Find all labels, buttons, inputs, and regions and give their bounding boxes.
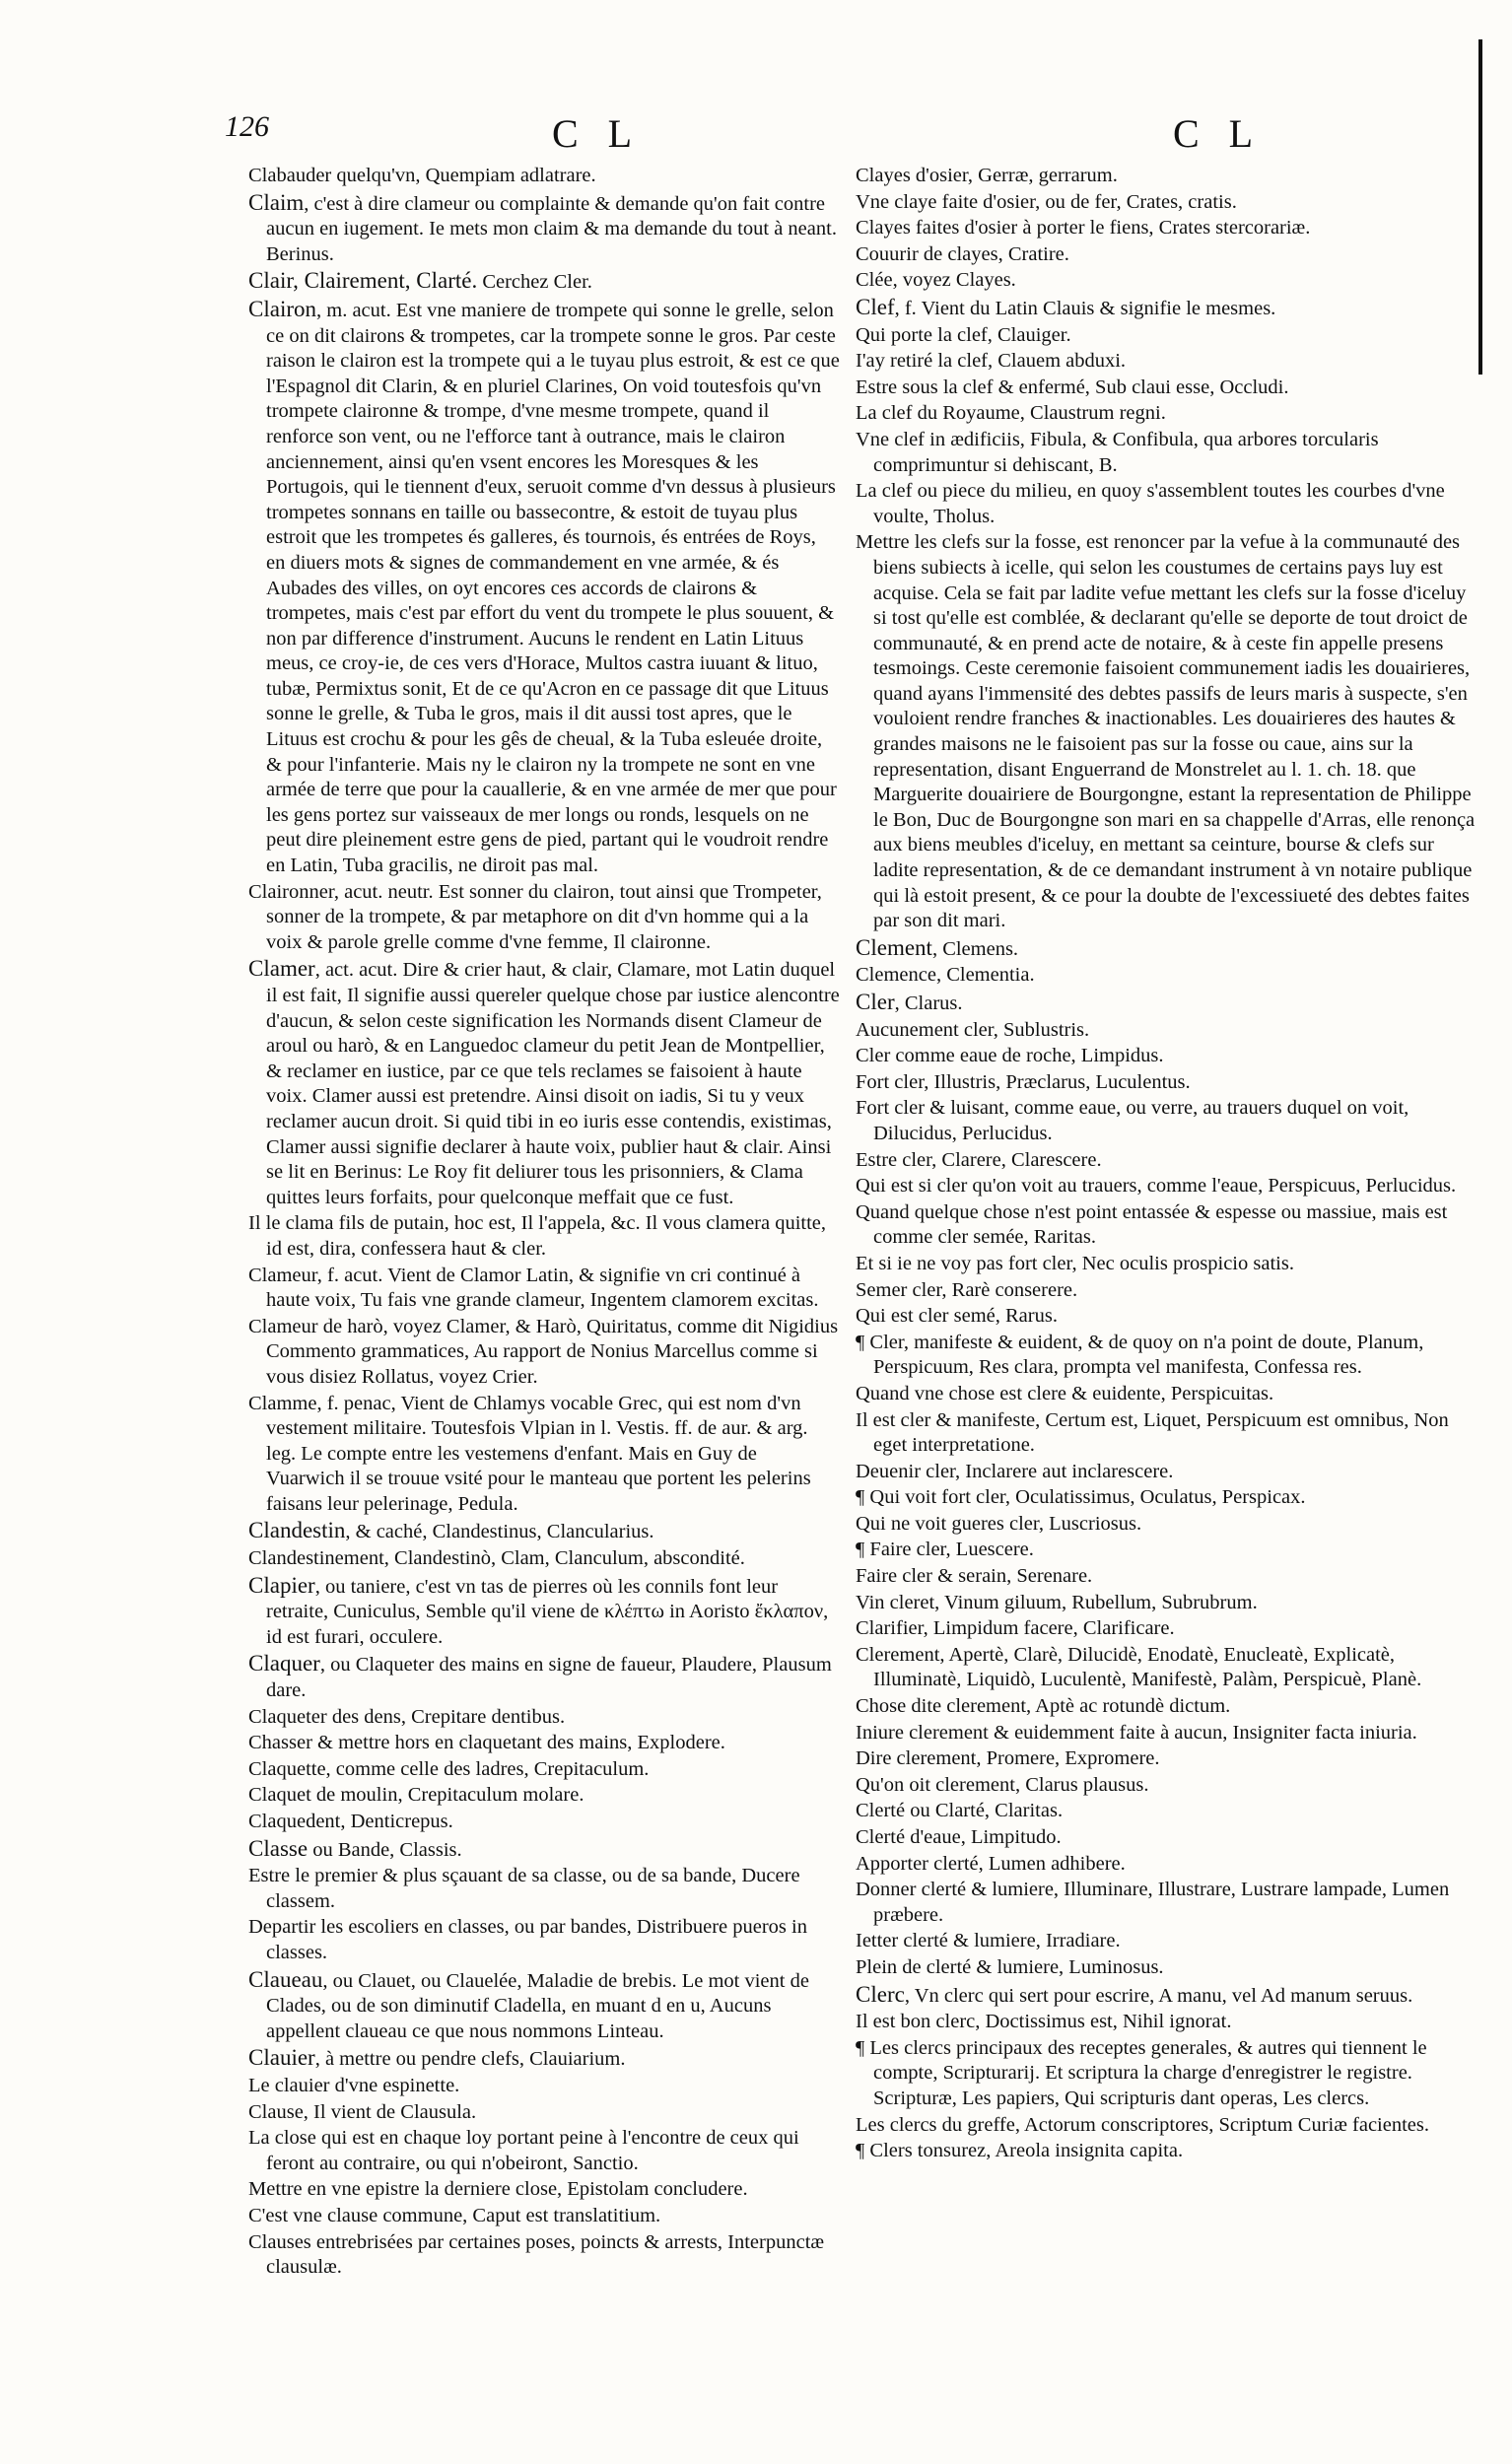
entry-text: , Clemens. bbox=[931, 937, 1019, 960]
dictionary-entry bbox=[856, 164, 1480, 189]
entry-text: Qui porte la clef, Clauiger. bbox=[856, 323, 1071, 346]
dictionary-entry bbox=[248, 2074, 840, 2099]
dictionary-entry bbox=[856, 1852, 1480, 1878]
dictionary-entry bbox=[856, 1773, 1480, 1799]
entry-text: Qui est cler semé, Rarus. bbox=[856, 1305, 1058, 1328]
dictionary-entry bbox=[248, 297, 840, 879]
entry-headword: Classe bbox=[248, 1835, 309, 1861]
entry-headword: Clef bbox=[856, 294, 895, 319]
entry-text: Clarifier, Limpidum facere, Clarificare. bbox=[856, 1617, 1175, 1640]
entry-text: Clameur, f. acut. Vient de Clamor Latin, & signifie vn cri continué à haute voix, Tu fais vne grande clameur, Ingentem clamorem excitas. bbox=[248, 1264, 819, 1312]
entry-text: ¶ Qui voit fort cler, Oculatissimus, Oculatus, Perspicax. bbox=[856, 1486, 1306, 1509]
entry-headword: Clairon bbox=[248, 296, 316, 321]
entry-headword: Claquer bbox=[248, 1651, 320, 1677]
running-head-right: C L bbox=[1173, 111, 1264, 156]
entry-headword: Clamer bbox=[248, 956, 315, 982]
entry-text: Il est cler & manifeste, Certum est, Liquet, Perspicuum est omnibus, Non eget interpretatione. bbox=[856, 1408, 1449, 1457]
dictionary-entry bbox=[856, 268, 1480, 294]
dictionary-entry bbox=[856, 349, 1480, 375]
dictionary-entry bbox=[856, 1408, 1480, 1459]
entry-text: Chose dite clerement, Aptè ac rotundè dictum. bbox=[856, 1695, 1231, 1718]
dictionary-entry bbox=[856, 1799, 1480, 1824]
entry-text: , m. acut. Est vne maniere de trompete qui sonne le grelle, selon ce on dit clairons & trompetes, car la trompete sonne le gros. Par ceste raison le clairon est la trompete qui a le tuyau plus estroit, & est ce que l'Espagnol dit Clarin, & en pluriel Clarines, On void toutesfois qu'vn trompete claironne & trompe, d'vne mesme trompete, quand il renforce son vent, ou ne l'efforce tant à outrance, mais le clairon anciennement, ainsi qu'en vsent encores les Moresques & les Portugois, qui le tiennent d'eux, seruoit comme d'vn dessus à plusieurs trompetes sonnans en taille ou bassecontre, & estoit de tuyau plus estroit que les trompetes és galleres, és tournois, és entrées de Roys, en diuers mots & signes de commandement en vne armée, & és Aubades des villes, on oyt encores ces accords de clairons & trompetes, mais c'est par effort du vent du trompete le plus souuent, & non par difference d'instrument. Aucuns le rendent en Latin Lituus meus, ce croy-ie, de ces vers d'Horace, Multos castra iuuant & lituo, tubæ, Permixtus sonit, Et de ce qu'Acron en ce passage dit que Lituus sonne le grelle, & Tuba le gros, mais il dit aussi tost apres, que le Lituus est crochu & pour les gês de cheual, & la Tuba esleuée droite, & pour l'infanterie. Mais ny le clairon ny la trompete ne sont en vne armée de terre que pour la cauallerie, & en vne armée de mer que pour les gens portez sur vaisseaux de mer longs ou ronds, lesquels on ne peut dire pleinement estre gens de pied, partant qui le voudroit rendre en Latin, Tuba gracilis, ne diroit pas mal. bbox=[266, 299, 840, 877]
dictionary-entry bbox=[856, 1694, 1480, 1720]
entry-text: ou Bande, Classis. bbox=[308, 1838, 462, 1861]
dictionary-entry bbox=[856, 1382, 1480, 1407]
entry-text: Clandestinement, Clandestinò, Clam, Clanculum, abscondité. bbox=[248, 1547, 745, 1570]
entry-text: Clayes d'osier, Gerræ, gerrarum. bbox=[856, 165, 1118, 186]
dictionary-entry bbox=[248, 956, 840, 1210]
entry-text: Ietter clerté & lumiere, Irradiare. bbox=[856, 1930, 1121, 1952]
dictionary-entry bbox=[248, 2177, 840, 2203]
dictionary-entry bbox=[248, 2230, 840, 2281]
dictionary-entry bbox=[248, 1651, 840, 1703]
entry-text: , act. acut. Dire & crier haut, & clair, Clamare, mot Latin duquel il est fait, Il signifie aussi quereler quelque chose par iustice alencontre d'aucun, & selon ceste signification les Normands disent Clameur de aroul ou harò, & en Languedoc clameur du petit Jean de Montpellier, & reclamer en iustice, par ce que tels reclames se faisoient à haute voix. Clamer aussi est pretendre. Ainsi disoit on iadis, Si tu y veux reclamer aucun droit. Si quid tibi in eo iuris esse contendis, existimas, Clamer aussi signifie declarer à haute voix, publier haut & clair. Ainsi se lit en Berinus: Le Roy fit deliurer tous les prisonniers, & Clama quittes leurs forfaits, pour quelconque meffait que ce fust. bbox=[266, 959, 840, 1208]
entry-text: Vne clef in ædificiis, Fibula, & Confibula, qua arbores torcularis comprimuntur si dehiscant, B. bbox=[856, 428, 1379, 476]
dictionary-entry bbox=[248, 1392, 840, 1518]
entry-text: Clée, voyez Clayes. bbox=[856, 269, 1016, 292]
dictionary-entry bbox=[856, 1955, 1480, 1981]
entry-headword: Clement bbox=[856, 934, 932, 960]
entry-text: Quand quelque chose n'est point entassée & espesse ou massiue, mais est comme cler semée, Raritas. bbox=[856, 1200, 1448, 1249]
dictionary-entry bbox=[856, 479, 1480, 529]
dictionary-entry bbox=[248, 1315, 840, 1391]
dictionary-entry bbox=[248, 1836, 840, 1864]
dictionary-entry bbox=[248, 880, 840, 956]
dictionary-entry bbox=[856, 1278, 1480, 1304]
dictionary-entry bbox=[248, 1967, 840, 2045]
dictionary-entry bbox=[248, 2204, 840, 2229]
entry-text: Clemence, Clementia. bbox=[856, 964, 1035, 987]
dictionary-entry bbox=[248, 1546, 840, 1572]
entry-text: ¶ Cler, manifeste & euident, & de quoy on n'a point de doute, Planum, Perspicuum, Res clara, prompta vel manifesta, Confessa res. bbox=[856, 1331, 1424, 1379]
entry-text: Mettre les clefs sur la fosse, est renoncer par la vefue à la communauté des biens subiects à icelle, qui selon les coustumes de certains pays luy est acquise. Cela se fait par ladite vefue mettant les clefs sur la fosse d'iceluy si tost qu'elle est comblée, & declarant qu'elle se deporte de tout droict de communauté, & en prend acte de notaire, & à ceste fin appelle presens tesmoings. Ceste ceremonie faisoient communement iadis les douairieres, quand ayans l'immensité des debtes passifs de leurs maris à suspecte, s'en vouloient rendre franches & inactionables. Les douairieres des hautes & grandes maisons ne le faisoient pas sur la fosse ou caue, ains sur la representation, disant Enguerrand de Monstrelet au l. 1. ch. 18. que Marguerite douairiere de Bourgongne, estant la representation de Philippe le Bon, Duc de Bourgongne son mari en sa chappelle d'Arras, elle renonça aux biens meubles d'iceluy, en mettant sa ceinture, bourse & clefs sur ladite representation, & de ce demandant instrument à vn notaire publique qui là estoit present, & ce pour la doubte de l'excessiueté des debtes faites par son dit mari. bbox=[856, 531, 1476, 932]
dictionary-entry bbox=[856, 1460, 1480, 1485]
dictionary-entry bbox=[248, 1518, 840, 1545]
entry-headword: Clerc bbox=[856, 1981, 905, 2007]
entry-text: Clameur de harò, voyez Clamer, & Harò, Quiritatus, comme dit Nigidius Commento grammatices, Au rapport de Nonius Marcellus comme si vous disiez Rollatus, voyez Crier. bbox=[248, 1315, 839, 1388]
dictionary-entry bbox=[856, 530, 1480, 934]
entry-text: , ou Claqueter des mains en signe de faueur, Plaudere, Plausum dare. bbox=[266, 1654, 832, 1702]
entry-text: C'est vne clause commune, Caput est translatitium. bbox=[248, 2204, 661, 2226]
dictionary-entry bbox=[248, 1264, 840, 1314]
entry-text: Mettre en vne epistre la derniere close, Epistolam concludere. bbox=[248, 2178, 748, 2201]
dictionary-entry bbox=[856, 1929, 1480, 1954]
dictionary-entry bbox=[248, 164, 840, 189]
dictionary-entry bbox=[856, 1174, 1480, 1199]
dictionary-entry bbox=[856, 1616, 1480, 1642]
entry-text: Clause, Il vient de Clausula. bbox=[248, 2100, 477, 2123]
dictionary-entry bbox=[856, 1721, 1480, 1746]
dictionary-entry bbox=[856, 2139, 1480, 2164]
entry-text: Clamme, f. penac, Vient de Chlamys vocable Grec, qui est nom d'vn vestement militaire. Toutesfois Vlpian in l. Vestis. ff. de aur. & arg. leg. Le compte entre les vestemens d'enfant. Mais en Guy de Vuarwich il se trouue vsité pour le manteau que portent les pelerins faisans leur pelerinage, Pedula. bbox=[248, 1392, 811, 1515]
entry-text: Qui est si cler qu'on voit au trauers, comme l'eaue, Perspicuus, Perlucidus. bbox=[856, 1175, 1457, 1198]
entry-text: La clef du Royaume, Claustrum regni. bbox=[856, 402, 1166, 425]
dictionary-entry bbox=[856, 216, 1480, 241]
entry-text: Donner clerté & lumiere, Illuminare, Illustrare, Lustrare lampade, Lumen præbere. bbox=[856, 1879, 1450, 1926]
dictionary-entry bbox=[248, 1783, 840, 1809]
entry-text: Estre le premier & plus sçauant de sa classe, ou de sa bande, Ducere classem. bbox=[248, 1865, 800, 1912]
entry-text: Claquedent, Denticrepus. bbox=[248, 1811, 453, 1832]
dictionary-entry bbox=[856, 1070, 1480, 1096]
entry-text: Departir les escoliers en classes, ou par bandes, Distribuere pueros in classes. bbox=[248, 1916, 807, 1963]
entry-text: Qu'on oit clerement, Clarus plausus. bbox=[856, 1773, 1149, 1796]
dictionary-entry bbox=[856, 1512, 1480, 1538]
entry-text: Deuenir cler, Inclarere aut inclarescere. bbox=[856, 1460, 1174, 1482]
dictionary-entry bbox=[856, 376, 1480, 401]
entry-headword: Clauier bbox=[248, 2045, 315, 2071]
entry-text: ¶ Faire cler, Luescere. bbox=[856, 1539, 1034, 1561]
entry-text: I'ay retiré la clef, Clauem abduxi. bbox=[856, 350, 1127, 373]
page-number: 126 bbox=[225, 110, 269, 143]
dictionary-entry bbox=[856, 1485, 1480, 1511]
entry-text: Estre sous la clef & enfermé, Sub claui esse, Occludi. bbox=[856, 376, 1289, 398]
dictionary-entry bbox=[248, 268, 840, 296]
entry-headword: Clandestin bbox=[248, 1518, 346, 1543]
entry-text: Clauses entrebrisées par certaines poses, poincts & arrests, Interpunctæ clausulæ. bbox=[248, 2230, 825, 2279]
entry-text: ¶ Clers tonsurez, Areola insignita capita. bbox=[856, 2140, 1184, 2162]
entry-text: Et si ie ne voy pas fort cler, Nec oculis prospicio satis. bbox=[856, 1252, 1294, 1274]
dictionary-entry bbox=[248, 1864, 840, 1914]
dictionary-entry bbox=[856, 1096, 1480, 1146]
entry-text: , à mettre ou pendre clefs, Clauiarium. bbox=[314, 2048, 626, 2071]
entry-text: Clerté d'eaue, Limpitudo. bbox=[856, 1826, 1062, 1848]
entry-text: La clef ou piece du milieu, en quoy s'assemblent toutes les courbes d'vne voulte, Tholus. bbox=[856, 480, 1445, 527]
entry-text: , f. Vient du Latin Clauis & signifie le mesmes. bbox=[894, 297, 1276, 319]
entry-text: Clerement, Apertè, Clarè, Dilucidè, Enodatè, Enucleatè, Explicatè, Illuminatè, Liquidò, Luculentè, Manifestè, Palàm, Perspicuè, Planè. bbox=[856, 1643, 1422, 1691]
entry-text: Claqueter des dens, Crepitare dentibus. bbox=[248, 1705, 566, 1728]
dictionary-entry bbox=[856, 1331, 1480, 1381]
dictionary-entry bbox=[856, 2010, 1480, 2035]
entry-text: Faire cler & serain, Serenare. bbox=[856, 1565, 1093, 1588]
dictionary-entry bbox=[856, 1148, 1480, 1174]
dictionary-entry bbox=[856, 1538, 1480, 1563]
entry-text: Les clercs du greffe, Actorum conscriptores, Scriptum Curiæ facientes. bbox=[856, 2113, 1429, 2136]
dictionary-entry bbox=[856, 1018, 1480, 1044]
dictionary-entry bbox=[856, 990, 1480, 1017]
left-column bbox=[248, 164, 840, 2282]
entry-headword: Claim bbox=[248, 189, 305, 215]
dictionary-entry bbox=[856, 935, 1480, 963]
dictionary-entry bbox=[856, 2036, 1480, 2112]
entry-text: Claquet de moulin, Crepitaculum molare. bbox=[248, 1784, 584, 1807]
entry-text: Cler comme eaue de roche, Limpidus. bbox=[856, 1045, 1164, 1067]
dictionary-entry bbox=[856, 1252, 1480, 1277]
dictionary-entry bbox=[248, 2100, 840, 2126]
entry-text: Dire clerement, Promere, Expromere. bbox=[856, 1747, 1160, 1770]
entry-text: Quand vne chose est clere & euidente, Perspicuitas. bbox=[856, 1382, 1274, 1404]
dictionary-entry bbox=[856, 295, 1480, 322]
dictionary-entry bbox=[248, 2045, 840, 2073]
entry-text: Clerté ou Clarté, Claritas. bbox=[856, 1800, 1064, 1822]
entry-text: Semer cler, Rarè conserere. bbox=[856, 1278, 1078, 1301]
dictionary-entry bbox=[248, 1731, 840, 1756]
dictionary-entry bbox=[248, 1211, 840, 1262]
entry-headword: Clapier bbox=[248, 1572, 315, 1598]
entry-text: Qui ne voit gueres cler, Luscriosus. bbox=[856, 1512, 1142, 1535]
dictionary-entry bbox=[856, 2113, 1480, 2139]
right-column bbox=[856, 164, 1480, 2165]
running-head-left: C L bbox=[552, 111, 643, 156]
entry-text: , c'est à dire clameur ou complainte & demande qu'on fait contre aucun en iugement. Ie mets mon claim & ma demande du tout à neant. Berinus. bbox=[266, 192, 837, 265]
entry-text: Cerchez Cler. bbox=[477, 271, 592, 294]
dictionary-entry bbox=[856, 323, 1480, 349]
entry-text: La close qui est en chaque loy portant peine à l'encontre de ceux qui feront au contraire, ou qui n'obeiront, Sanctio. bbox=[248, 2127, 799, 2174]
entry-text: Clabauder quelqu'vn, Quempiam adlatrare. bbox=[248, 165, 596, 186]
dictionary-entry bbox=[856, 242, 1480, 268]
dictionary-entry bbox=[856, 1643, 1480, 1693]
dictionary-entry bbox=[856, 1825, 1480, 1851]
entry-text: , ou Clauet, ou Clauelée, Maladie de brebis. Le mot vient de Clades, ou de son diminutif Cladella, en muant d en u, Aucuns appellent claueau ce que nous nommons Linteau. bbox=[266, 1969, 809, 2042]
entry-text: Il est bon clerc, Doctissimus est, Nihil ignorat. bbox=[856, 2011, 1232, 2033]
dictionary-entry bbox=[248, 1810, 840, 1835]
entry-text: , ou taniere, c'est vn tas de pierres où les connils font leur retraite, Cuniculus, Semble qu'il viene de κλέπτω in Aoristo ἔκλαπον, id est furari, occulere. bbox=[266, 1575, 829, 1648]
entry-text: Il le clama fils de putain, hoc est, Il l'appela, &c. Il vous clamera quitte, id est, dira, confessera haut & cler. bbox=[248, 1212, 827, 1260]
dictionary-entry bbox=[248, 190, 840, 268]
entry-text: Fort cler, Illustris, Præclarus, Luculentus. bbox=[856, 1070, 1191, 1093]
entry-text: Claironner, acut. neutr. Est sonner du clairon, tout ainsi que Trompeter, sonner de la trompete, & par metaphore on dit d'vn homme qui a la voix & parole grelle comme d'vne femme, Il claironne. bbox=[248, 880, 822, 953]
entry-headword: Cler bbox=[856, 990, 895, 1014]
dictionary-entry bbox=[856, 190, 1480, 216]
dictionary-entry bbox=[856, 1044, 1480, 1069]
entry-text: Aucunement cler, Sublustris. bbox=[856, 1018, 1090, 1041]
entry-text: Plein de clerté & lumiere, Luminosus. bbox=[856, 1955, 1164, 1978]
dictionary-entry bbox=[856, 1982, 1480, 2010]
dictionary-entry bbox=[248, 2126, 840, 2176]
entry-text: Chasser & mettre hors en claquetant des mains, Explodere. bbox=[248, 1732, 725, 1754]
dictionary-entry bbox=[856, 428, 1480, 478]
entry-text: Iniure clerement & euidemment faite à aucun, Insigniter facta iniuria. bbox=[856, 1721, 1417, 1744]
dictionary-entry bbox=[856, 1200, 1480, 1251]
dictionary-entry bbox=[856, 963, 1480, 989]
dictionary-entry bbox=[248, 1573, 840, 1651]
dictionary-entry bbox=[856, 401, 1480, 427]
entry-text: ¶ Les clercs principaux des receptes generales, & autres qui tiennent le compte, Scripturarij. Et scriptura la charge d'enregistrer le registre. Scripturæ, Les papiers, Qui scripturis dant operas, Les clercs. bbox=[856, 2036, 1427, 2109]
entry-text: Le clauier d'vne espinette. bbox=[248, 2074, 460, 2096]
dictionary-entry bbox=[248, 1705, 840, 1731]
dictionary-entry bbox=[856, 1746, 1480, 1772]
entry-headword: Claueau bbox=[248, 1966, 323, 1992]
entry-text: , & caché, Clandestinus, Clancularius. bbox=[345, 1521, 654, 1543]
dictionary-entry bbox=[248, 1757, 840, 1783]
dictionary-entry bbox=[856, 1304, 1480, 1330]
dictionary-entry bbox=[248, 1915, 840, 1965]
entry-text: , Vn clerc qui sert pour escrire, A manu, vel Ad manum seruus. bbox=[904, 1984, 1413, 2007]
dictionary-entry bbox=[856, 1591, 1480, 1616]
entry-text: Vne claye faite d'osier, ou de fer, Crates, cratis. bbox=[856, 190, 1237, 213]
entry-text: Apporter clerté, Lumen adhibere. bbox=[856, 1852, 1126, 1875]
entry-headword: Clair, Clairement, Clarté. bbox=[248, 268, 478, 294]
entry-text: Vin cleret, Vinum giluum, Rubellum, Subrubrum. bbox=[856, 1591, 1258, 1613]
dictionary-entry bbox=[856, 1564, 1480, 1590]
dictionary-entry bbox=[856, 1878, 1480, 1928]
entry-text: , Clarus. bbox=[894, 992, 963, 1014]
entry-text: Couurir de clayes, Cratire. bbox=[856, 242, 1069, 265]
entry-text: Estre cler, Clarere, Clarescere. bbox=[856, 1148, 1102, 1171]
entry-text: Clayes faites d'osier à porter le fiens, Crates stercorariæ. bbox=[856, 217, 1311, 240]
entry-text: Claquette, comme celle des ladres, Crepitaculum. bbox=[248, 1757, 650, 1780]
entry-text: Fort cler & luisant, comme eaue, ou verre, au trauers duquel on voit, Dilucidus, Perlucidus. bbox=[856, 1097, 1409, 1144]
